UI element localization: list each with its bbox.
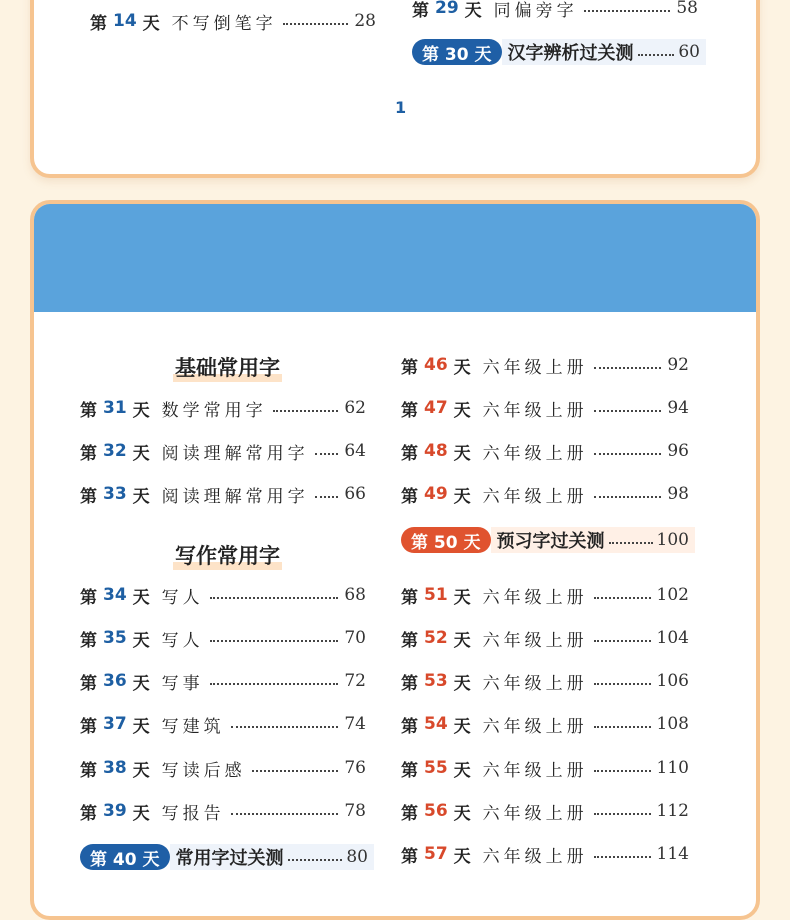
entry-suffix: 天 <box>142 13 160 34</box>
entry-prefix: 第 <box>401 486 418 507</box>
toc-entry[interactable] <box>80 395 366 421</box>
leader-dots <box>594 410 662 412</box>
entry-prefix: 第 <box>401 673 418 694</box>
entry-suffix: 天 <box>464 0 482 21</box>
leader-dots <box>594 453 662 455</box>
leader-dots <box>594 496 662 498</box>
entry-suffix: 天 <box>453 587 471 608</box>
entry-suffix: 天 <box>453 716 471 737</box>
entry-title: 六年级上册 <box>482 716 588 737</box>
entry-day-number: 35 <box>103 628 127 648</box>
checkpoint-title: 预习字过关测 <box>496 531 605 552</box>
toc-entry[interactable] <box>401 395 689 421</box>
entry-prefix: 第 <box>80 443 97 464</box>
entry-day-number: 37 <box>103 714 127 734</box>
entry-suffix: 天 <box>132 443 150 464</box>
leader-dots <box>594 726 651 728</box>
entry-page-number: 62 <box>344 398 366 418</box>
entry-prefix: 第 <box>401 357 418 378</box>
toc-entry[interactable] <box>80 798 366 824</box>
entry-title: 六年级上册 <box>482 803 588 824</box>
leader-dots <box>283 23 349 25</box>
leader-dots <box>594 367 662 369</box>
entry-suffix: 天 <box>453 443 471 464</box>
entry-title: 写人 <box>161 630 204 651</box>
page-number: 1 <box>395 98 407 117</box>
entry-day-number: 36 <box>103 671 127 691</box>
entry-prefix: 第 <box>80 716 97 737</box>
leader-dots <box>594 813 651 815</box>
entry-day-number: 33 <box>103 484 127 504</box>
entry-page-number: 68 <box>344 585 366 605</box>
entry-title: 六年级上册 <box>482 357 588 378</box>
entry-day-number: 31 <box>103 398 127 418</box>
toc-entry[interactable] <box>80 438 366 464</box>
entry-page-number: 102 <box>656 585 689 605</box>
leader-dots <box>638 54 675 56</box>
checkpoint-badge: 第 50 天 <box>401 527 491 553</box>
entry-page-number: 58 <box>676 0 698 18</box>
header-band <box>34 204 756 312</box>
toc-entry[interactable] <box>80 755 366 781</box>
checkpoint-tail <box>170 844 375 870</box>
checkpoint-badge: 第 40 天 <box>80 844 170 870</box>
toc-entry[interactable] <box>80 582 366 608</box>
section-heading-basic: 基础常用字 <box>173 352 282 382</box>
toc-checkpoint-day-30[interactable] <box>412 38 706 66</box>
entry-title: 不写倒笔字 <box>171 13 277 34</box>
entry-page-number: 76 <box>344 758 366 778</box>
entry-title: 六年级上册 <box>482 760 588 781</box>
entry-title: 六年级上册 <box>482 587 588 608</box>
leader-dots <box>252 770 339 772</box>
entry-day-number: 34 <box>103 585 127 605</box>
entry-suffix: 天 <box>132 486 150 507</box>
entry-page-number: 28 <box>354 11 376 31</box>
entry-day-number: 39 <box>103 801 127 821</box>
entry-page-number: 108 <box>656 714 689 734</box>
entry-page-number: 78 <box>344 801 366 821</box>
entry-prefix: 第 <box>80 760 97 781</box>
entry-prefix: 第 <box>401 846 418 867</box>
entry-page-number: 70 <box>344 628 366 648</box>
toc-checkpoint-day-40[interactable] <box>80 843 374 871</box>
entry-title: 六年级上册 <box>482 673 588 694</box>
entry-prefix: 第 <box>412 0 429 21</box>
entry-prefix: 第 <box>401 630 418 651</box>
toc-entry[interactable] <box>80 625 366 651</box>
entry-day-number: 57 <box>424 844 448 864</box>
entry-prefix: 第 <box>401 443 418 464</box>
entry-title: 同偏旁字 <box>493 0 578 21</box>
entry-prefix: 第 <box>401 803 418 824</box>
toc-entry[interactable] <box>401 438 689 464</box>
checkpoint-tail <box>491 527 696 553</box>
leader-dots <box>231 726 339 728</box>
entry-prefix: 第 <box>80 673 97 694</box>
entry-page-number: 72 <box>344 671 366 691</box>
entry-page-number: 92 <box>667 355 689 375</box>
entry-suffix: 天 <box>453 760 471 781</box>
entry-prefix: 第 <box>401 760 418 781</box>
entry-day-number: 56 <box>424 801 448 821</box>
toc-entry-day-14[interactable] <box>90 8 376 34</box>
entry-suffix: 天 <box>453 803 471 824</box>
toc-entry[interactable] <box>401 798 689 824</box>
leader-dots <box>594 597 651 599</box>
entry-suffix: 天 <box>132 587 150 608</box>
toc-entry[interactable] <box>401 755 689 781</box>
toc-entry[interactable] <box>80 711 366 737</box>
leader-dots <box>594 640 651 642</box>
entry-title: 写事 <box>161 673 204 694</box>
entry-title: 六年级上册 <box>482 486 588 507</box>
entry-title: 阅读理解常用字 <box>161 486 309 507</box>
entry-suffix: 天 <box>132 716 150 737</box>
toc-entry[interactable] <box>401 841 689 867</box>
entry-day-number: 53 <box>424 671 448 691</box>
toc-entry[interactable] <box>401 582 689 608</box>
entry-day-number: 51 <box>424 585 448 605</box>
entry-day-number: 49 <box>424 484 448 504</box>
entry-title: 写读后感 <box>161 760 246 781</box>
checkpoint-title: 常用字过关测 <box>175 848 284 869</box>
entry-suffix: 天 <box>453 673 471 694</box>
entry-prefix: 第 <box>80 400 97 421</box>
entry-suffix: 天 <box>453 400 471 421</box>
leader-dots <box>315 453 339 455</box>
entry-suffix: 天 <box>132 400 150 421</box>
entry-day-number: 29 <box>435 0 459 18</box>
entry-page-number: 114 <box>656 844 689 864</box>
entry-day-number: 32 <box>103 441 127 461</box>
entry-suffix: 天 <box>453 486 471 507</box>
entry-suffix: 天 <box>132 760 150 781</box>
entry-suffix: 天 <box>132 630 150 651</box>
entry-day-number: 47 <box>424 398 448 418</box>
entry-day-number: 55 <box>424 758 448 778</box>
toc-entry[interactable] <box>401 625 689 651</box>
leader-dots <box>210 597 339 599</box>
leader-dots <box>594 856 651 858</box>
toc-entry[interactable] <box>401 668 689 694</box>
checkpoint-page-number: 80 <box>346 847 368 867</box>
entry-suffix: 天 <box>453 357 471 378</box>
leader-dots <box>594 683 651 685</box>
entry-day-number: 14 <box>113 11 137 31</box>
leader-dots <box>584 10 671 12</box>
entry-page-number: 110 <box>656 758 689 778</box>
entry-page-number: 96 <box>667 441 689 461</box>
entry-day-number: 48 <box>424 441 448 461</box>
entry-suffix: 天 <box>132 803 150 824</box>
toc-checkpoint-day-50[interactable] <box>401 526 695 554</box>
leader-dots <box>231 813 339 815</box>
entry-title: 六年级上册 <box>482 630 588 651</box>
entry-page-number: 66 <box>344 484 366 504</box>
leader-dots <box>210 640 339 642</box>
toc-entry-day-29[interactable] <box>412 0 698 21</box>
entry-page-number: 64 <box>344 441 366 461</box>
checkpoint-page-number: 100 <box>656 530 689 550</box>
toc-entry[interactable] <box>401 711 689 737</box>
entry-prefix: 第 <box>80 486 97 507</box>
entry-prefix: 第 <box>80 803 97 824</box>
toc-entry[interactable] <box>401 481 689 507</box>
entry-title: 写报告 <box>161 803 225 824</box>
checkpoint-tail <box>502 39 707 65</box>
leader-dots <box>210 683 339 685</box>
toc-entry[interactable] <box>80 481 366 507</box>
entry-page-number: 106 <box>656 671 689 691</box>
entry-day-number: 54 <box>424 714 448 734</box>
entry-page-number: 104 <box>656 628 689 648</box>
leader-dots <box>594 770 651 772</box>
toc-entry[interactable] <box>401 352 689 378</box>
entry-suffix: 天 <box>453 846 471 867</box>
entry-page-number: 94 <box>667 398 689 418</box>
entry-prefix: 第 <box>401 716 418 737</box>
section-heading-writing: 写作常用字 <box>173 540 282 570</box>
entry-suffix: 天 <box>453 630 471 651</box>
entry-day-number: 46 <box>424 355 448 375</box>
entry-title: 阅读理解常用字 <box>161 443 309 464</box>
entry-page-number: 98 <box>667 484 689 504</box>
entry-prefix: 第 <box>401 400 418 421</box>
leader-dots <box>273 410 339 412</box>
entry-title: 六年级上册 <box>482 443 588 464</box>
entry-suffix: 天 <box>132 673 150 694</box>
checkpoint-page-number: 60 <box>678 42 700 62</box>
checkpoint-title: 汉字辨析过关测 <box>507 43 634 64</box>
entry-title: 写建筑 <box>161 716 225 737</box>
entry-day-number: 38 <box>103 758 127 778</box>
entry-title: 六年级上册 <box>482 846 588 867</box>
entry-prefix: 第 <box>80 630 97 651</box>
entry-prefix: 第 <box>401 587 418 608</box>
entry-page-number: 112 <box>656 801 689 821</box>
entry-title: 数学常用字 <box>161 400 267 421</box>
entry-prefix: 第 <box>90 13 107 34</box>
entry-prefix: 第 <box>80 587 97 608</box>
leader-dots <box>609 542 653 544</box>
entry-title: 写人 <box>161 587 204 608</box>
leader-dots <box>315 496 339 498</box>
toc-entry[interactable] <box>80 668 366 694</box>
entry-title: 六年级上册 <box>482 400 588 421</box>
leader-dots <box>288 859 343 861</box>
checkpoint-badge: 第 30 天 <box>412 39 502 65</box>
entry-page-number: 74 <box>344 714 366 734</box>
entry-day-number: 52 <box>424 628 448 648</box>
